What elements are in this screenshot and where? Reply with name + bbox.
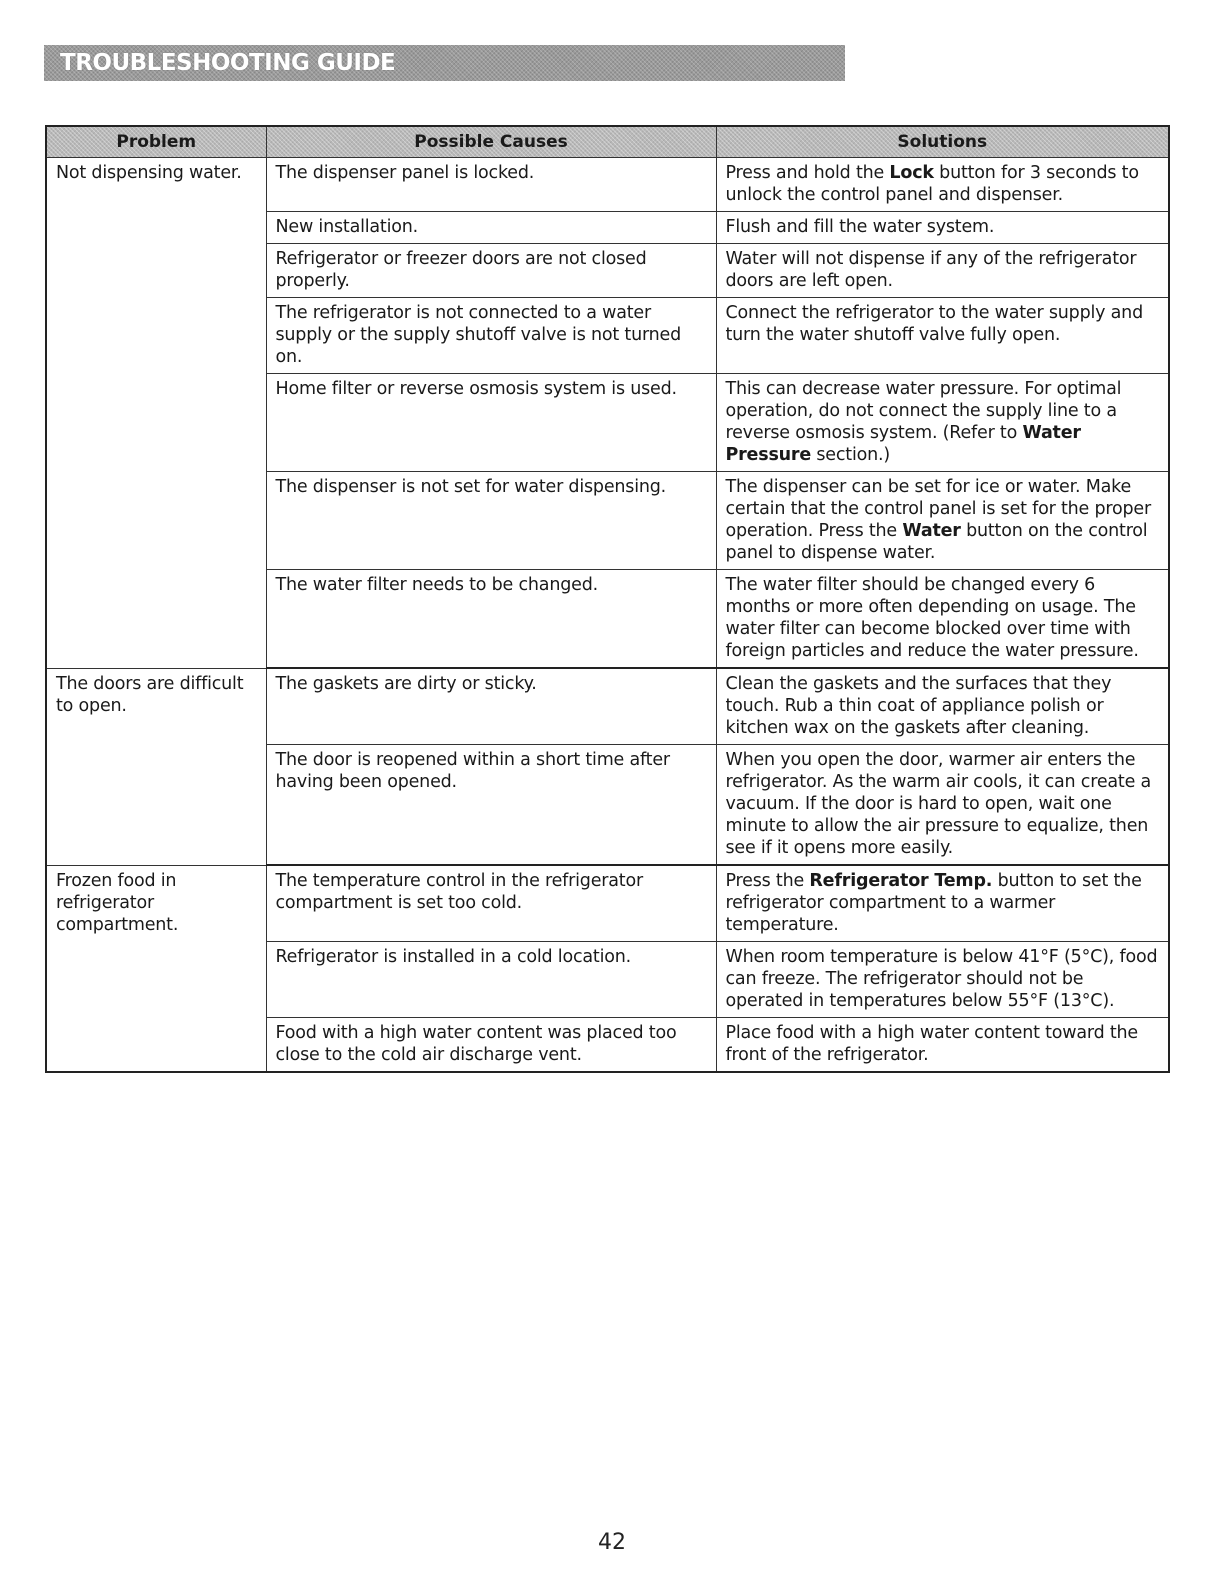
solution-emphasis: Water Pressure [725, 423, 1081, 465]
table-body [46, 158, 1169, 1073]
cause-cell: The refrigerator is not connected to a water supply or the supply shutoff valve is not turned on. [266, 298, 716, 374]
troubleshooting-table [45, 125, 1170, 1073]
solution-emphasis: Water [902, 521, 961, 541]
solution-cell [716, 745, 1169, 866]
solution-cell [716, 865, 1169, 942]
column-header-possible-causes: Possible Causes [266, 126, 716, 158]
solution-text: Press and hold the [725, 163, 890, 183]
problem-cell: Frozen food in refrigerator compartment. [46, 865, 266, 1072]
cause-cell: The dispenser is not set for water dispensing. [266, 472, 716, 570]
solution-cell [716, 472, 1169, 570]
column-header-solutions: Solutions [716, 126, 1169, 158]
cause-cell: Refrigerator is installed in a cold location. [266, 942, 716, 1018]
solution-cell [716, 942, 1169, 1018]
table-header-row [46, 126, 1169, 158]
problem-cell: The doors are difficult to open. [46, 668, 266, 865]
problem-cell: Not dispensing water. [46, 158, 266, 669]
solution-text: Connect the refrigerator to the water supply and turn the water shutoff valve fully open. [725, 303, 1143, 345]
solution-text: button to set the refrigerator compartment to a warmer temperature. [725, 871, 1142, 935]
solution-emphasis: Lock [889, 163, 934, 183]
solution-text: button for 3 seconds to unlock the control panel and dispenser. [725, 163, 1139, 205]
cause-cell: Refrigerator or freezer doors are not closed properly. [266, 244, 716, 298]
solution-cell [716, 244, 1169, 298]
solution-text: Clean the gaskets and the surfaces that they touch. Rub a thin coat of appliance polish or kitchen wax on the gaskets after cleaning. [725, 674, 1112, 738]
solution-cell [716, 668, 1169, 745]
solution-text: Water will not dispense if any of the refrigerator doors are left open. [725, 249, 1137, 291]
solution-text: When you open the door, warmer air enters the refrigerator. As the warm air cools, it can create a vacuum. If the door is hard to open, wait one minute to allow the air pressure to equalize, then see if it opens more easily. [725, 750, 1152, 858]
cause-cell: The water filter needs to be changed. [266, 570, 716, 669]
section-title: TROUBLESHOOTING GUIDE [60, 50, 396, 76]
cause-cell: The gaskets are dirty or sticky. [266, 668, 716, 745]
solution-emphasis: Refrigerator Temp. [809, 871, 993, 891]
solution-cell [716, 1018, 1169, 1073]
cause-cell: The temperature control in the refrigerator compartment is set too cold. [266, 865, 716, 942]
solution-cell [716, 374, 1169, 472]
solution-cell [716, 570, 1169, 669]
solution-cell [716, 298, 1169, 374]
solution-cell [716, 158, 1169, 212]
solution-text: Flush and fill the water system. [725, 217, 995, 237]
section-banner [44, 45, 845, 81]
cause-cell: The dispenser panel is locked. [266, 158, 716, 212]
cause-cell: Food with a high water content was placed too close to the cold air discharge vent. [266, 1018, 716, 1073]
table-row [46, 668, 1169, 745]
cause-cell: Home filter or reverse osmosis system is used. [266, 374, 716, 472]
table-row [46, 865, 1169, 942]
solution-cell [716, 212, 1169, 244]
solution-text: button on the control panel to dispense water. [725, 521, 1148, 563]
cause-cell: The door is reopened within a short time after having been opened. [266, 745, 716, 866]
column-header-problem: Problem [46, 126, 266, 158]
solution-text: The dispenser can be set for ice or water. Make certain that the control panel is set for the proper operation. Press the [725, 477, 1151, 541]
solution-text: The water filter should be changed every 6 months or more often depending on usage. The water filter can become blocked over time with foreign particles and reduce the water pressure. [725, 575, 1139, 661]
page-number: 42 [598, 1530, 626, 1555]
cause-cell: New installation. [266, 212, 716, 244]
solution-text: section.) [811, 445, 890, 465]
solution-text: When room temperature is below 41°F (5°C), food can freeze. The refrigerator should not be operated in temperatures below 55°F (13°C). [725, 947, 1158, 1011]
solution-text: Place food with a high water content toward the front of the refrigerator. [725, 1023, 1138, 1065]
solution-text: This can decrease water pressure. For optimal operation, do not connect the supply line to a reverse osmosis system. (Refer to [725, 379, 1122, 443]
table-row [46, 158, 1169, 212]
solution-text: Press the [725, 871, 810, 891]
